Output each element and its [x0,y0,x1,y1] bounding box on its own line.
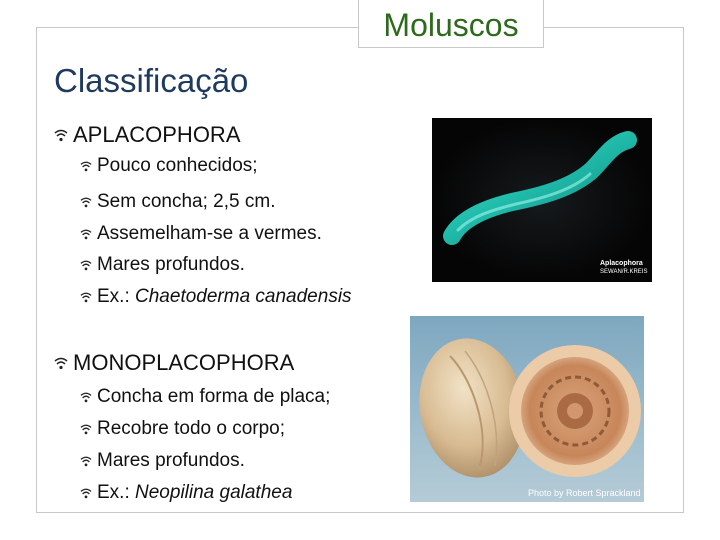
section-heading-text: APLACOPHORA [73,122,241,147]
neopilina-photo [410,316,644,502]
list-item [80,155,258,177]
list-item-text: Assemelham-se a vermes. [97,223,322,244]
wifi-bullet-icon [80,488,92,499]
worm-illustration [432,118,652,282]
list-item [80,286,352,308]
shells-illustration [410,316,644,502]
list-item-text: Pouco conhecidos; [97,155,258,176]
list-item-text: Sem concha; 2,5 cm. [97,191,276,212]
species-name: Neopilina galathea [135,482,293,503]
photo2-caption: Photo by Robert Sprackland [528,488,641,498]
section-heading-aplacophora [54,122,241,148]
list-item [80,418,285,440]
example-prefix: Ex.: [97,286,136,307]
list-item-text: Mares profundos. [97,450,245,471]
list-item-text: Mares profundos. [97,254,245,275]
list-item [80,191,275,213]
wifi-bullet-icon [54,357,68,370]
list-item [80,254,245,276]
photo1-caption: Aplacophora [600,260,643,267]
slide-title: Moluscos [358,0,544,48]
example-prefix: Ex.: [97,482,136,503]
wifi-bullet-icon [54,129,68,142]
wifi-bullet-icon [80,424,92,435]
list-item-text: Recobre todo o corpo; [97,418,286,439]
species-name: Chaetoderma canadensis [135,286,352,307]
wifi-bullet-icon [80,392,92,403]
wifi-bullet-icon [80,456,92,467]
list-item [80,223,322,245]
list-item [80,482,292,504]
section-heading-text: MONOPLACOPHORA [73,350,295,375]
wifi-bullet-icon [80,197,92,208]
list-item [80,450,245,472]
aplacophora-photo [432,118,652,282]
list-item-text: Concha em forma de placa; [97,386,331,407]
section-heading-monoplacophora [54,350,294,376]
slide-subtitle: Classificação [54,62,249,99]
list-item [80,386,330,408]
photo1-credit: SEWAN/R.KREIS [600,269,648,275]
wifi-bullet-icon [80,161,92,172]
wifi-bullet-icon [80,260,92,271]
wifi-bullet-icon [80,292,92,303]
wifi-bullet-icon [80,229,92,240]
